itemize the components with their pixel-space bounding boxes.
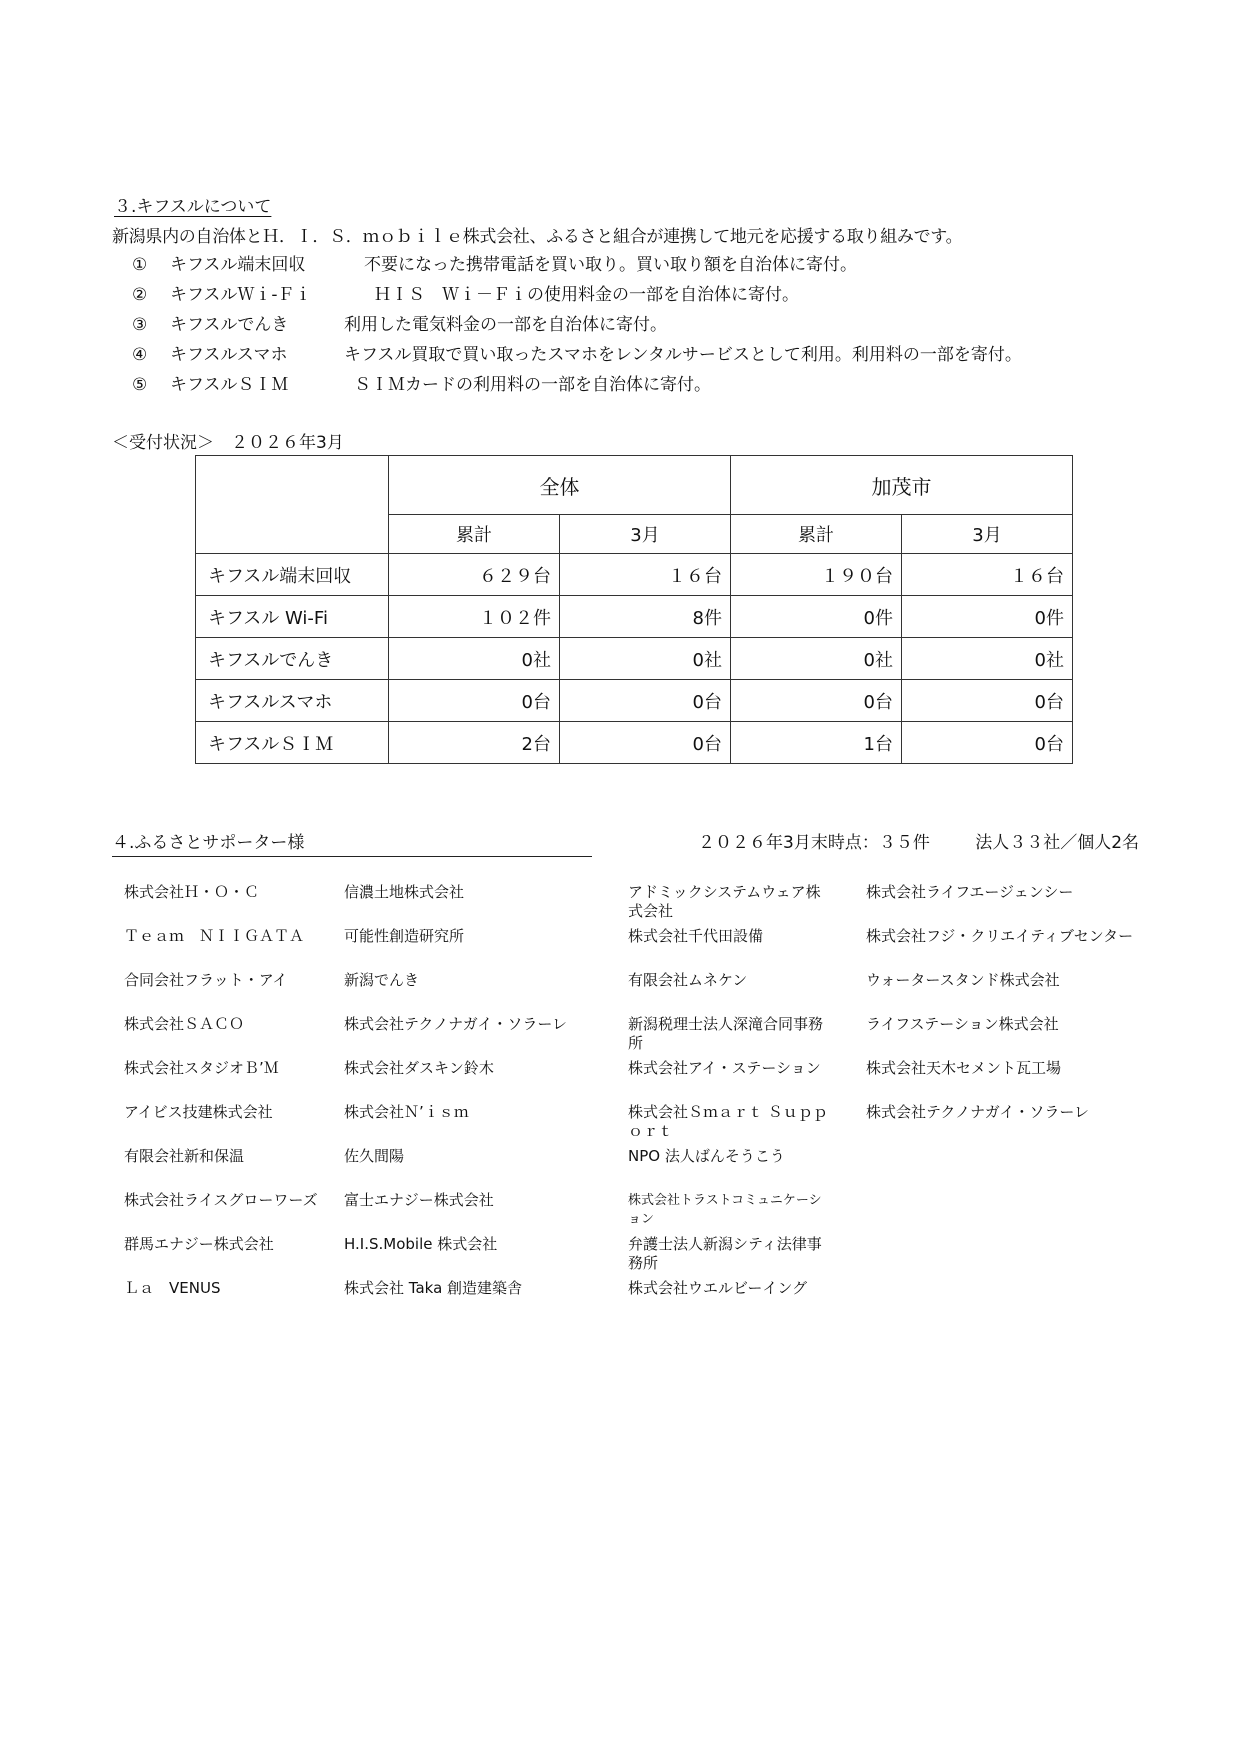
supporter-name: 有限会社新和保温 (124, 1147, 245, 1165)
item-number: ③ (132, 315, 148, 335)
cell-value: 0件 (731, 596, 902, 638)
cell-value: 0社 (902, 638, 1073, 680)
row-label: キフスル Wi-Fi (196, 596, 389, 638)
cell-value: １６台 (902, 554, 1073, 596)
supporter-name: ライフステーション株式会社 (866, 1015, 1059, 1033)
group-header-kamo: 加茂市 (731, 456, 1073, 515)
supporter-name: H.I.S.Mobile 株式会社 (344, 1235, 498, 1253)
supporter-name: 株式会社テクノナガイ・ソラーレ (344, 1015, 568, 1033)
supporter-name: 株式会社フジ・クリエイティブセンター (866, 927, 1134, 945)
service-item (132, 280, 799, 305)
supporter-name: 株式会社 Taka 創造建築舎 (344, 1279, 523, 1297)
supporter-name: 株式会社スタジオＢ’Ｍ (124, 1059, 279, 1077)
cell-value: １９０台 (731, 554, 902, 596)
service-item (132, 370, 711, 395)
row-label: キフスル端末回収 (196, 554, 389, 596)
table-group-header-row (196, 456, 1073, 515)
subheader-cumulative: 累計 (731, 515, 902, 554)
supporters-count: ２０２６年3月末時点：３５件 (698, 833, 930, 853)
row-label: キフスルでんき (196, 638, 389, 680)
supporter-name: 株式会社テクノナガイ・ソラーレ (866, 1103, 1090, 1121)
item-name: キフスル端末回収 (170, 255, 306, 275)
supporter-name: NPO 法人ばんそうこう (628, 1147, 785, 1165)
supporter-name: 信濃土地株式会社 (344, 883, 465, 901)
supporter-name: 株式会社トラストコミュニケーション (628, 1193, 822, 1227)
supporter-name: 新潟でんき (344, 971, 420, 989)
supporter-name: 株式会社Ｈ・Ｏ・Ｃ (124, 883, 260, 901)
supporter-name: 株式会社ＳＡＣＯ (124, 1015, 245, 1033)
supporter-name: 合同会社フラット・アイ (124, 971, 288, 989)
cell-value: 0社 (389, 638, 560, 680)
item-description: ＨＩＳ Ｗｉ－Ｆｉの使用料金の一部を自治体に寄付。 (374, 285, 799, 305)
supporter-name: 株式会社天木セメント瓦工場 (866, 1059, 1062, 1077)
cell-value: 0件 (902, 596, 1073, 638)
supporter-name: アイビス技建株式会社 (124, 1103, 273, 1121)
item-description: ＳＩＭカードの利用料の一部を自治体に寄付。 (354, 375, 711, 395)
cell-value: 0台 (731, 680, 902, 722)
supporter-name: 株式会社ダスキン鈴木 (344, 1059, 494, 1077)
supporter-name: 株式会社Ｎ’ｉｓｍ (344, 1103, 469, 1121)
item-name: キフスルＷｉ-Ｆｉ (170, 285, 312, 305)
item-number: ④ (132, 345, 148, 365)
supporter-name: 有限会社ムネケン (628, 971, 748, 989)
cell-value: 1台 (731, 722, 902, 764)
supporter-name: 可能性創造研究所 (344, 927, 465, 945)
supporter-name: 株式会社アイ・ステーション (628, 1059, 821, 1077)
section-4-header (112, 828, 1172, 856)
cell-value: 0台 (902, 680, 1073, 722)
cell-value: 2台 (389, 722, 560, 764)
supporter-name: 弁護士法人新潟シティ法律事務所 (628, 1235, 822, 1272)
cell-value: 0台 (560, 722, 731, 764)
item-description: 不要になった携帯電話を買い取り。買い取り額を自治体に寄付。 (364, 255, 857, 275)
table-row (196, 638, 1073, 680)
supporter-name: 株式会社ライフエージェンシー (866, 883, 1074, 901)
group-header-overall: 全体 (389, 456, 731, 515)
table-row (196, 680, 1073, 722)
item-name: キフスルＳＩＭ (170, 375, 289, 395)
section-4-title: ４.ふるさとサポーター様 (112, 828, 592, 857)
table-row (196, 722, 1073, 764)
supporter-name: アドミックシステムウェア株式会社 (628, 883, 821, 920)
item-description: キフスル買取で買い取ったスマホをレンタルサービスとして利用。利用料の一部を寄付。 (344, 345, 1022, 365)
supporter-name: 株式会社ライスグローワーズ (124, 1191, 318, 1209)
section-3-intro: 新潟県内の自治体とＨ．Ｉ．Ｓ．ｍｏｂｉｌｅ株式会社、ふるさと組合が連携して地元を応援する取り組みです。 (112, 227, 963, 247)
supporter-name: 富士エナジー株式会社 (344, 1191, 494, 1209)
table-row (196, 596, 1073, 638)
item-name: キフスルでんき (170, 315, 289, 335)
section-3-title: ３.キフスルについて (114, 197, 272, 217)
supporter-name: 株式会社Ｓｍａｒｔ Ｓｕｐｐｏｒｔ (628, 1103, 828, 1140)
item-name: キフスルスマホ (170, 345, 288, 365)
row-label: キフスルスマホ (196, 680, 389, 722)
item-number: ① (132, 255, 148, 275)
supporter-name: 株式会社千代田設備 (628, 927, 764, 945)
supporters-breakdown: 法人３３社／個人2名 (975, 833, 1140, 853)
subheader-cumulative: 累計 (389, 515, 560, 554)
supporter-name: ウォータースタンド株式会社 (866, 971, 1060, 989)
cell-value: 8件 (560, 596, 731, 638)
supporter-name: 新潟税理士法人深滝合同事務所 (628, 1015, 824, 1052)
status-table (195, 455, 1073, 764)
table-row (196, 554, 1073, 596)
cell-value: 0社 (731, 638, 902, 680)
subheader-month: 3月 (902, 515, 1073, 554)
service-item (132, 310, 667, 335)
status-label: ＜受付状況＞ ２０２６年3月 (112, 433, 344, 453)
cell-value: 0社 (560, 638, 731, 680)
item-number: ② (132, 285, 148, 305)
cell-value: 0台 (389, 680, 560, 722)
supporter-name: Ｔｅａｍ ＮＩＩＧＡＴＡ (124, 927, 305, 945)
cell-value: 0台 (560, 680, 731, 722)
cell-value: 0台 (902, 722, 1073, 764)
supporter-name: 佐久間陽 (344, 1147, 405, 1165)
table-corner-cell (196, 456, 389, 554)
subheader-month: 3月 (560, 515, 731, 554)
item-description: 利用した電気料金の一部を自治体に寄付。 (344, 315, 667, 335)
cell-value: １６台 (560, 554, 731, 596)
supporter-name: 株式会社ウエルビーイング (628, 1279, 808, 1297)
row-label: キフスルＳＩＭ (196, 722, 389, 764)
cell-value: ６２９台 (389, 554, 560, 596)
service-item (132, 340, 1022, 365)
cell-value: １０２件 (389, 596, 560, 638)
service-item (132, 250, 857, 275)
supporter-name: 群馬エナジー株式会社 (124, 1235, 274, 1253)
supporter-name: Ｌａ VENUS (124, 1279, 221, 1297)
item-number: ⑤ (132, 375, 148, 395)
supporters-summary (602, 828, 1139, 853)
